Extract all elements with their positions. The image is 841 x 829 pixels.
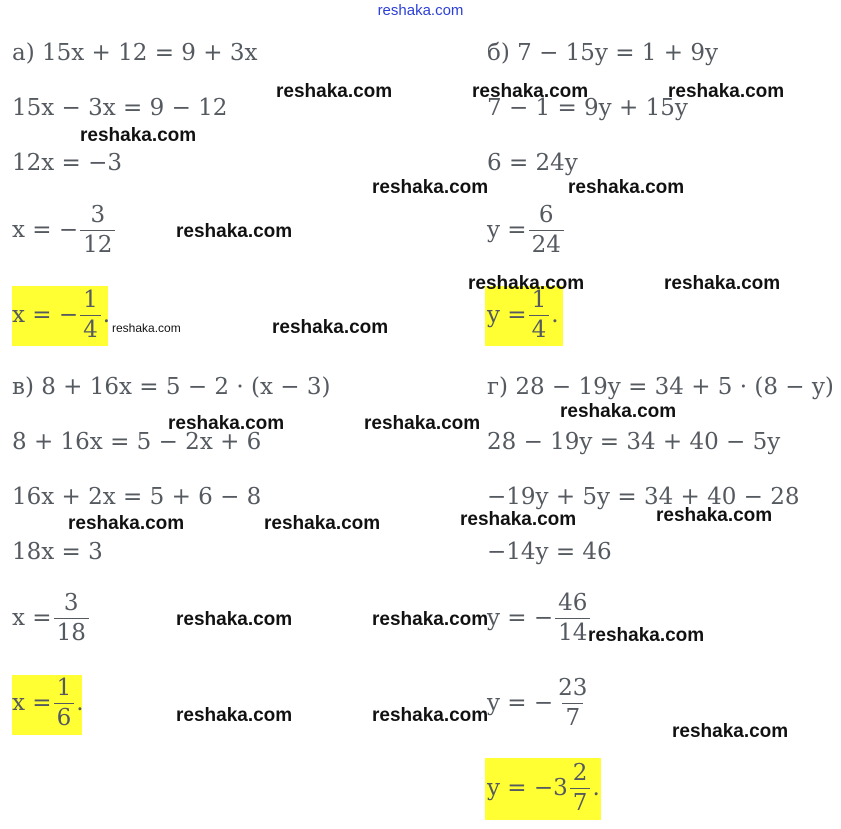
watermark: reshaka.com	[68, 513, 185, 534]
problem-a-title: а) 15x + 12 = 9 + 3x	[12, 40, 258, 66]
fraction	[80, 204, 115, 257]
problem-v-step1: 8 + 16x = 5 − 2x + 6	[12, 429, 262, 455]
problem-g-step3: −14y = 46	[487, 539, 612, 565]
problem-b-step2: 6 = 24y	[487, 150, 578, 176]
watermark: reshaka.com	[168, 413, 285, 434]
problem-b-answer	[487, 289, 559, 342]
problem-b-title: б) 7 − 15y = 1 + 9y	[487, 40, 718, 66]
denominator: 14	[555, 618, 590, 645]
fraction	[54, 592, 89, 645]
numerator: 23	[558, 675, 588, 701]
watermark: reshaka.com	[668, 81, 785, 102]
denominator: 7	[570, 788, 591, 815]
watermark: reshaka.com	[364, 413, 481, 434]
watermark: reshaka.com	[560, 401, 677, 422]
problem-g-step1: 28 − 19y = 34 + 40 − 5y	[487, 429, 781, 455]
numerator: 46	[558, 590, 588, 616]
equation-lhs: x =	[12, 605, 52, 631]
problem-g-title: г) 28 − 19y = 34 + 5 · (8 − y)	[487, 374, 834, 400]
watermark: reshaka.com	[80, 125, 197, 146]
denominator: 4	[80, 315, 101, 342]
problem-a-step3	[12, 204, 117, 257]
watermark: reshaka.com	[568, 177, 685, 198]
fraction	[570, 762, 591, 815]
watermark: reshaka.com	[468, 273, 585, 294]
watermark: reshaka.com	[460, 509, 577, 530]
denominator: 18	[54, 618, 89, 645]
watermark: reshaka.com	[264, 513, 381, 534]
denominator: 24	[529, 230, 564, 257]
fraction	[529, 289, 550, 342]
watermark: reshaka.com	[588, 625, 705, 646]
equation-lhs: y =	[487, 302, 527, 328]
watermark: reshaka.com	[272, 317, 389, 338]
equation-lhs: y =	[487, 217, 527, 243]
watermark: reshaka.com	[664, 273, 781, 294]
problem-a-answer	[12, 289, 110, 342]
numerator: 1	[531, 287, 547, 313]
answer-period: .	[592, 775, 600, 801]
answer-period: .	[551, 302, 559, 328]
fraction	[54, 677, 75, 730]
equation-lhs: x = −	[12, 217, 79, 243]
denominator: 12	[80, 230, 115, 257]
problem-b-step1: 7 − 1 = 9y + 15y	[487, 95, 688, 121]
problem-g-step5	[487, 677, 592, 730]
equation-lhs: x =	[12, 690, 52, 716]
fraction	[80, 289, 101, 342]
problem-g-answer	[487, 762, 600, 815]
numerator: 1	[56, 675, 72, 701]
fraction	[555, 677, 590, 730]
watermark: reshaka.com	[472, 81, 589, 102]
watermark: reshaka.com	[176, 705, 293, 726]
numerator: 6	[538, 202, 554, 228]
problem-v-answer	[12, 677, 84, 730]
problem-v-title: в) 8 + 16x = 5 − 2 · (x − 3)	[12, 374, 331, 400]
watermark: reshaka.com	[672, 721, 789, 742]
equation-lhs: y = −	[487, 690, 554, 716]
numerator: 1	[83, 287, 98, 313]
watermark: reshaka.com	[372, 705, 489, 726]
site-header-link[interactable]: reshaka.com	[377, 2, 464, 19]
equation-lhs: x = −	[12, 302, 79, 328]
denominator: 6	[54, 703, 75, 730]
denominator: 4	[529, 315, 550, 342]
problem-b-step3	[487, 204, 566, 257]
problem-g-step2: −19y + 5y = 34 + 40 − 28	[487, 484, 800, 510]
watermark: reshaka.com	[112, 321, 181, 335]
problem-a-step1: 15x − 3x = 9 − 12	[12, 95, 228, 121]
problem-v-step3: 18x = 3	[12, 539, 103, 565]
equation-lhs: y = −3	[487, 775, 568, 801]
watermark: reshaka.com	[176, 221, 293, 242]
denominator: 7	[562, 703, 583, 730]
numerator: 3	[63, 590, 79, 616]
problem-v-step4	[12, 592, 91, 645]
numerator: 2	[572, 760, 588, 786]
problem-a-step2: 12x = −3	[12, 150, 123, 176]
fraction	[555, 592, 590, 645]
equation-lhs: y = −	[487, 605, 554, 631]
watermark: reshaka.com	[372, 177, 489, 198]
answer-period: .	[102, 302, 111, 328]
numerator: 3	[90, 202, 106, 228]
watermark: reshaka.com	[176, 609, 293, 630]
problem-g-step4	[487, 592, 592, 645]
watermark: reshaka.com	[372, 609, 489, 630]
fraction	[529, 204, 564, 257]
watermark: reshaka.com	[656, 505, 773, 526]
watermark: reshaka.com	[276, 81, 393, 102]
problem-v-step2: 16x + 2x = 5 + 6 − 8	[12, 484, 262, 510]
answer-period: .	[76, 690, 84, 716]
